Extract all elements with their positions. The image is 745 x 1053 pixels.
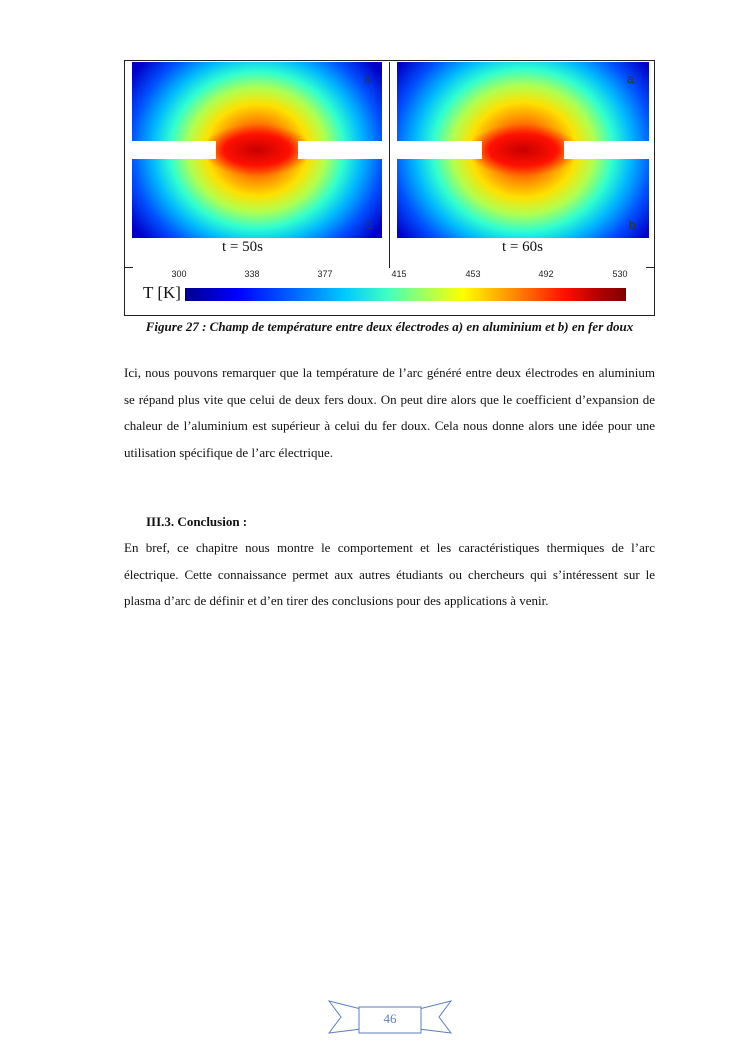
colorbar-title: T [K] (143, 283, 181, 302)
colorbar-tick: 453 (465, 269, 481, 279)
colorbar (185, 288, 626, 301)
panel-b-bottom-label: b (629, 218, 636, 232)
panel-a-top-label: a (364, 72, 371, 86)
colorbar-tick: 530 (612, 269, 628, 279)
colorbar-tick: 492 (538, 269, 554, 279)
panel-b-top-label: a (627, 72, 634, 86)
colorbar-tick: 377 (317, 269, 333, 279)
temperature-field-panel-a (132, 62, 382, 238)
left-tick-line (124, 267, 133, 268)
figure-caption: Figure 27 : Champ de température entre deux électrodes a) en aluminium et b) en fer doux (145, 319, 634, 334)
colorbar-tick: 300 (171, 269, 187, 279)
colorbar-tick: 415 (391, 269, 407, 279)
panel-a-time-label: t = 50s (222, 239, 263, 255)
panel-divider (389, 62, 390, 268)
colorbar-tick: 338 (244, 269, 260, 279)
page-number: 46 (383, 1011, 397, 1026)
right-tick-line (646, 267, 655, 268)
temperature-field-panel-b (397, 62, 649, 238)
section-heading: III.3. Conclusion : (146, 514, 248, 529)
panel-a-bottom-label: b (366, 218, 373, 232)
panel-b-time-label: t = 60s (502, 239, 543, 255)
body-paragraph: En bref, ce chapitre nous montre le comportement et les caractéristiques thermiques de l’arc électrique. Cette connaissance permet aux autres étudiants ou chercheurs qui s’intéressent sur le plasma d’arc de définir et d’en tirer des conclusions pour des applications à venir. (124, 540, 655, 608)
body-paragraph: Ici, nous pouvons remarquer que la température de l’arc généré entre deux électrodes en aluminium se répand plus vite que celui de deux fers doux. On peut dire alors que le coefficient d’expansion de chaleur de l’aluminium est supérieur à celui du fer doux. Cela nous donne alors une idée pour une utilisation spécifique de l’arc électrique. (124, 365, 655, 460)
